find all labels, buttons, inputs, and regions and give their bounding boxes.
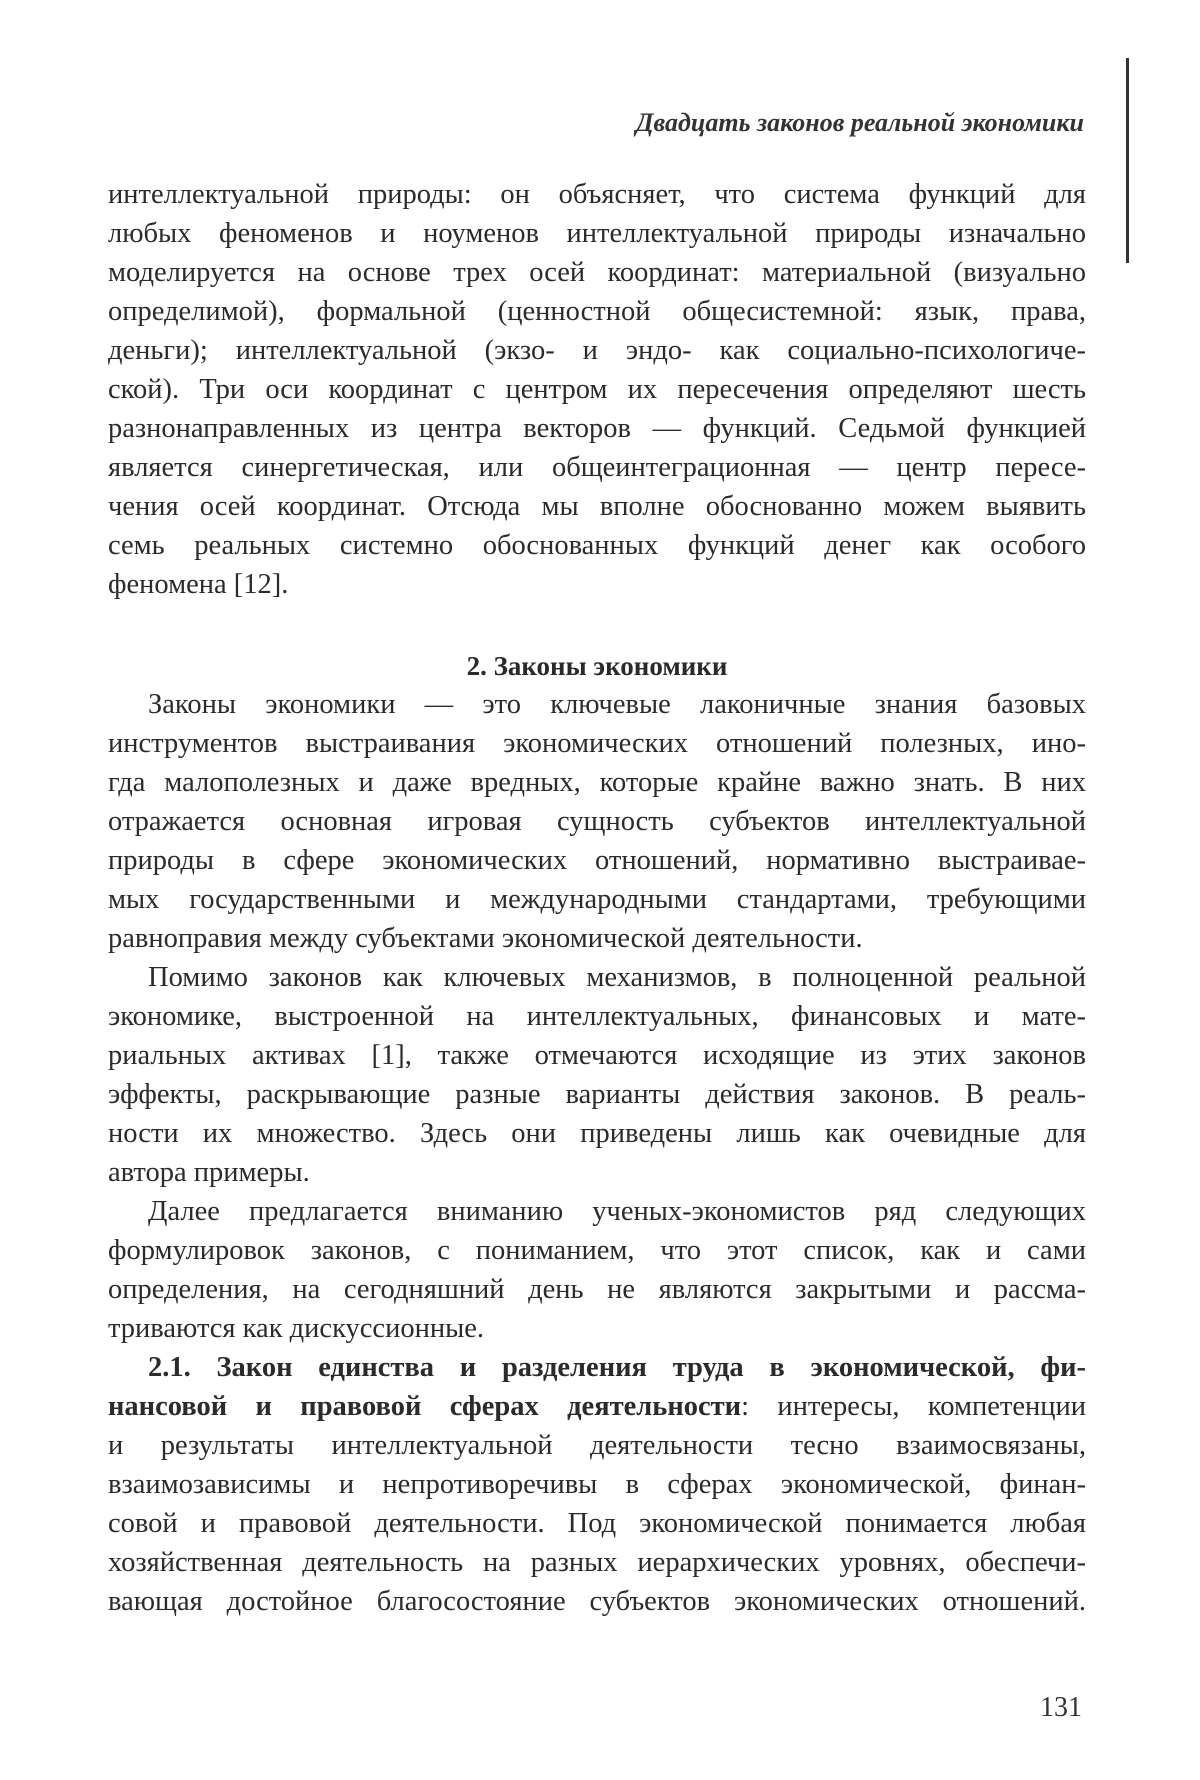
text-line: отражается основная игровая сущность субъектов интеллектуальной	[108, 806, 1086, 837]
text-line: формулировок законов, с пониманием, что этот список, как и сами	[108, 1235, 1086, 1266]
paragraph-first-line: Помимо законов как ключевых механизмов, в полноценной реальной	[148, 962, 1086, 993]
text-line: экономике, выстроенной на интеллектуальных, финансовых и мате-	[108, 1001, 1086, 1032]
text-line: феномена [12].	[108, 569, 289, 600]
running-title: Двадцать законов реальной экономики	[635, 108, 1084, 137]
text-line: природы в сфере экономических отношений, нормативно выстраивае-	[108, 845, 1086, 876]
text-line: и результаты интеллектуальной деятельности тесно взаимосвязаны,	[108, 1430, 1086, 1461]
text-line: интеллектуальной природы: он объясняет, что система функций для	[108, 179, 1086, 210]
text-line: взаимозависимы и непротиворечивы в сферах экономической, финан-	[108, 1469, 1086, 1500]
text-line: ности их множество. Здесь они приведены лишь как очевидные для	[108, 1118, 1086, 1149]
section-heading: 2. Законы экономики	[466, 651, 728, 681]
text-line: деньги); интеллектуальной (экзо- и эндо- как социально-психологиче-	[108, 335, 1086, 366]
paragraph-first-line: Далее предлагается вниманию ученых-экономистов ряд следующих	[148, 1196, 1086, 1227]
text-line: хозяйственная деятельность на разных иерархических уровнях, обеспечи-	[108, 1547, 1086, 1578]
text-line: риальных активах [1], также отмечаются исходящие из этих законов	[108, 1040, 1086, 1071]
law-heading-line: 2.1. Закон единства и разделения труда в экономической, фи-	[148, 1352, 1086, 1383]
page-number: 131	[1040, 1692, 1082, 1723]
text-line: моделируется на основе трех осей координат: материальной (визуально	[108, 257, 1086, 288]
text-line: семь реальных системно обоснованных функций денег как особого	[108, 530, 1086, 561]
text-line: автора примеры.	[108, 1157, 310, 1188]
text-line: эффекты, раскрывающие разные варианты действия законов. В реаль-	[108, 1079, 1086, 1110]
paragraph-first-line: Законы экономики — это ключевые лаконичные знания базовых	[148, 689, 1086, 720]
text-line: разнонаправленных из центра векторов — функций. Седьмой функцией	[108, 413, 1086, 444]
text-line: определения, на сегодняшний день не являются закрытыми и рассма-	[108, 1274, 1086, 1305]
text-line: инструментов выстраивания экономических отношений полезных, ино-	[108, 728, 1086, 759]
text-line: совой и правовой деятельности. Под экономической понимается любая	[108, 1508, 1086, 1539]
text-line: гда малополезных и даже вредных, которые крайне важно знать. В них	[108, 767, 1086, 798]
page-edge-rule	[1126, 58, 1129, 263]
text-line: мых государственными и международными стандартами, требующими	[108, 884, 1086, 915]
text-line: ской). Три оси координат с центром их пересечения определяют шесть	[108, 374, 1086, 405]
text-line: чения осей координат. Отсюда мы вполне обоснованно можем выявить	[108, 491, 1086, 522]
text-line: равноправия между субъектами экономической деятельности.	[108, 923, 863, 954]
law-heading-continuation: нансовой и правовой сферах деятельности	[108, 1391, 742, 1422]
law-definition-start: : интересы, компетенции	[741, 1391, 1086, 1422]
text-line: триваются как дискуссионные.	[108, 1313, 484, 1344]
text-line	[108, 1387, 1086, 1427]
text-line: определимой), формальной (ценностной общесистемной: язык, права,	[108, 296, 1086, 327]
text-line: вающая достойное благосостояние субъектов экономических отношений.	[108, 1586, 1086, 1617]
text-line: любых феноменов и ноуменов интеллектуальной природы изначально	[108, 218, 1086, 249]
text-line: является синергетическая, или общеинтеграционная — центр пересе-	[108, 452, 1086, 483]
